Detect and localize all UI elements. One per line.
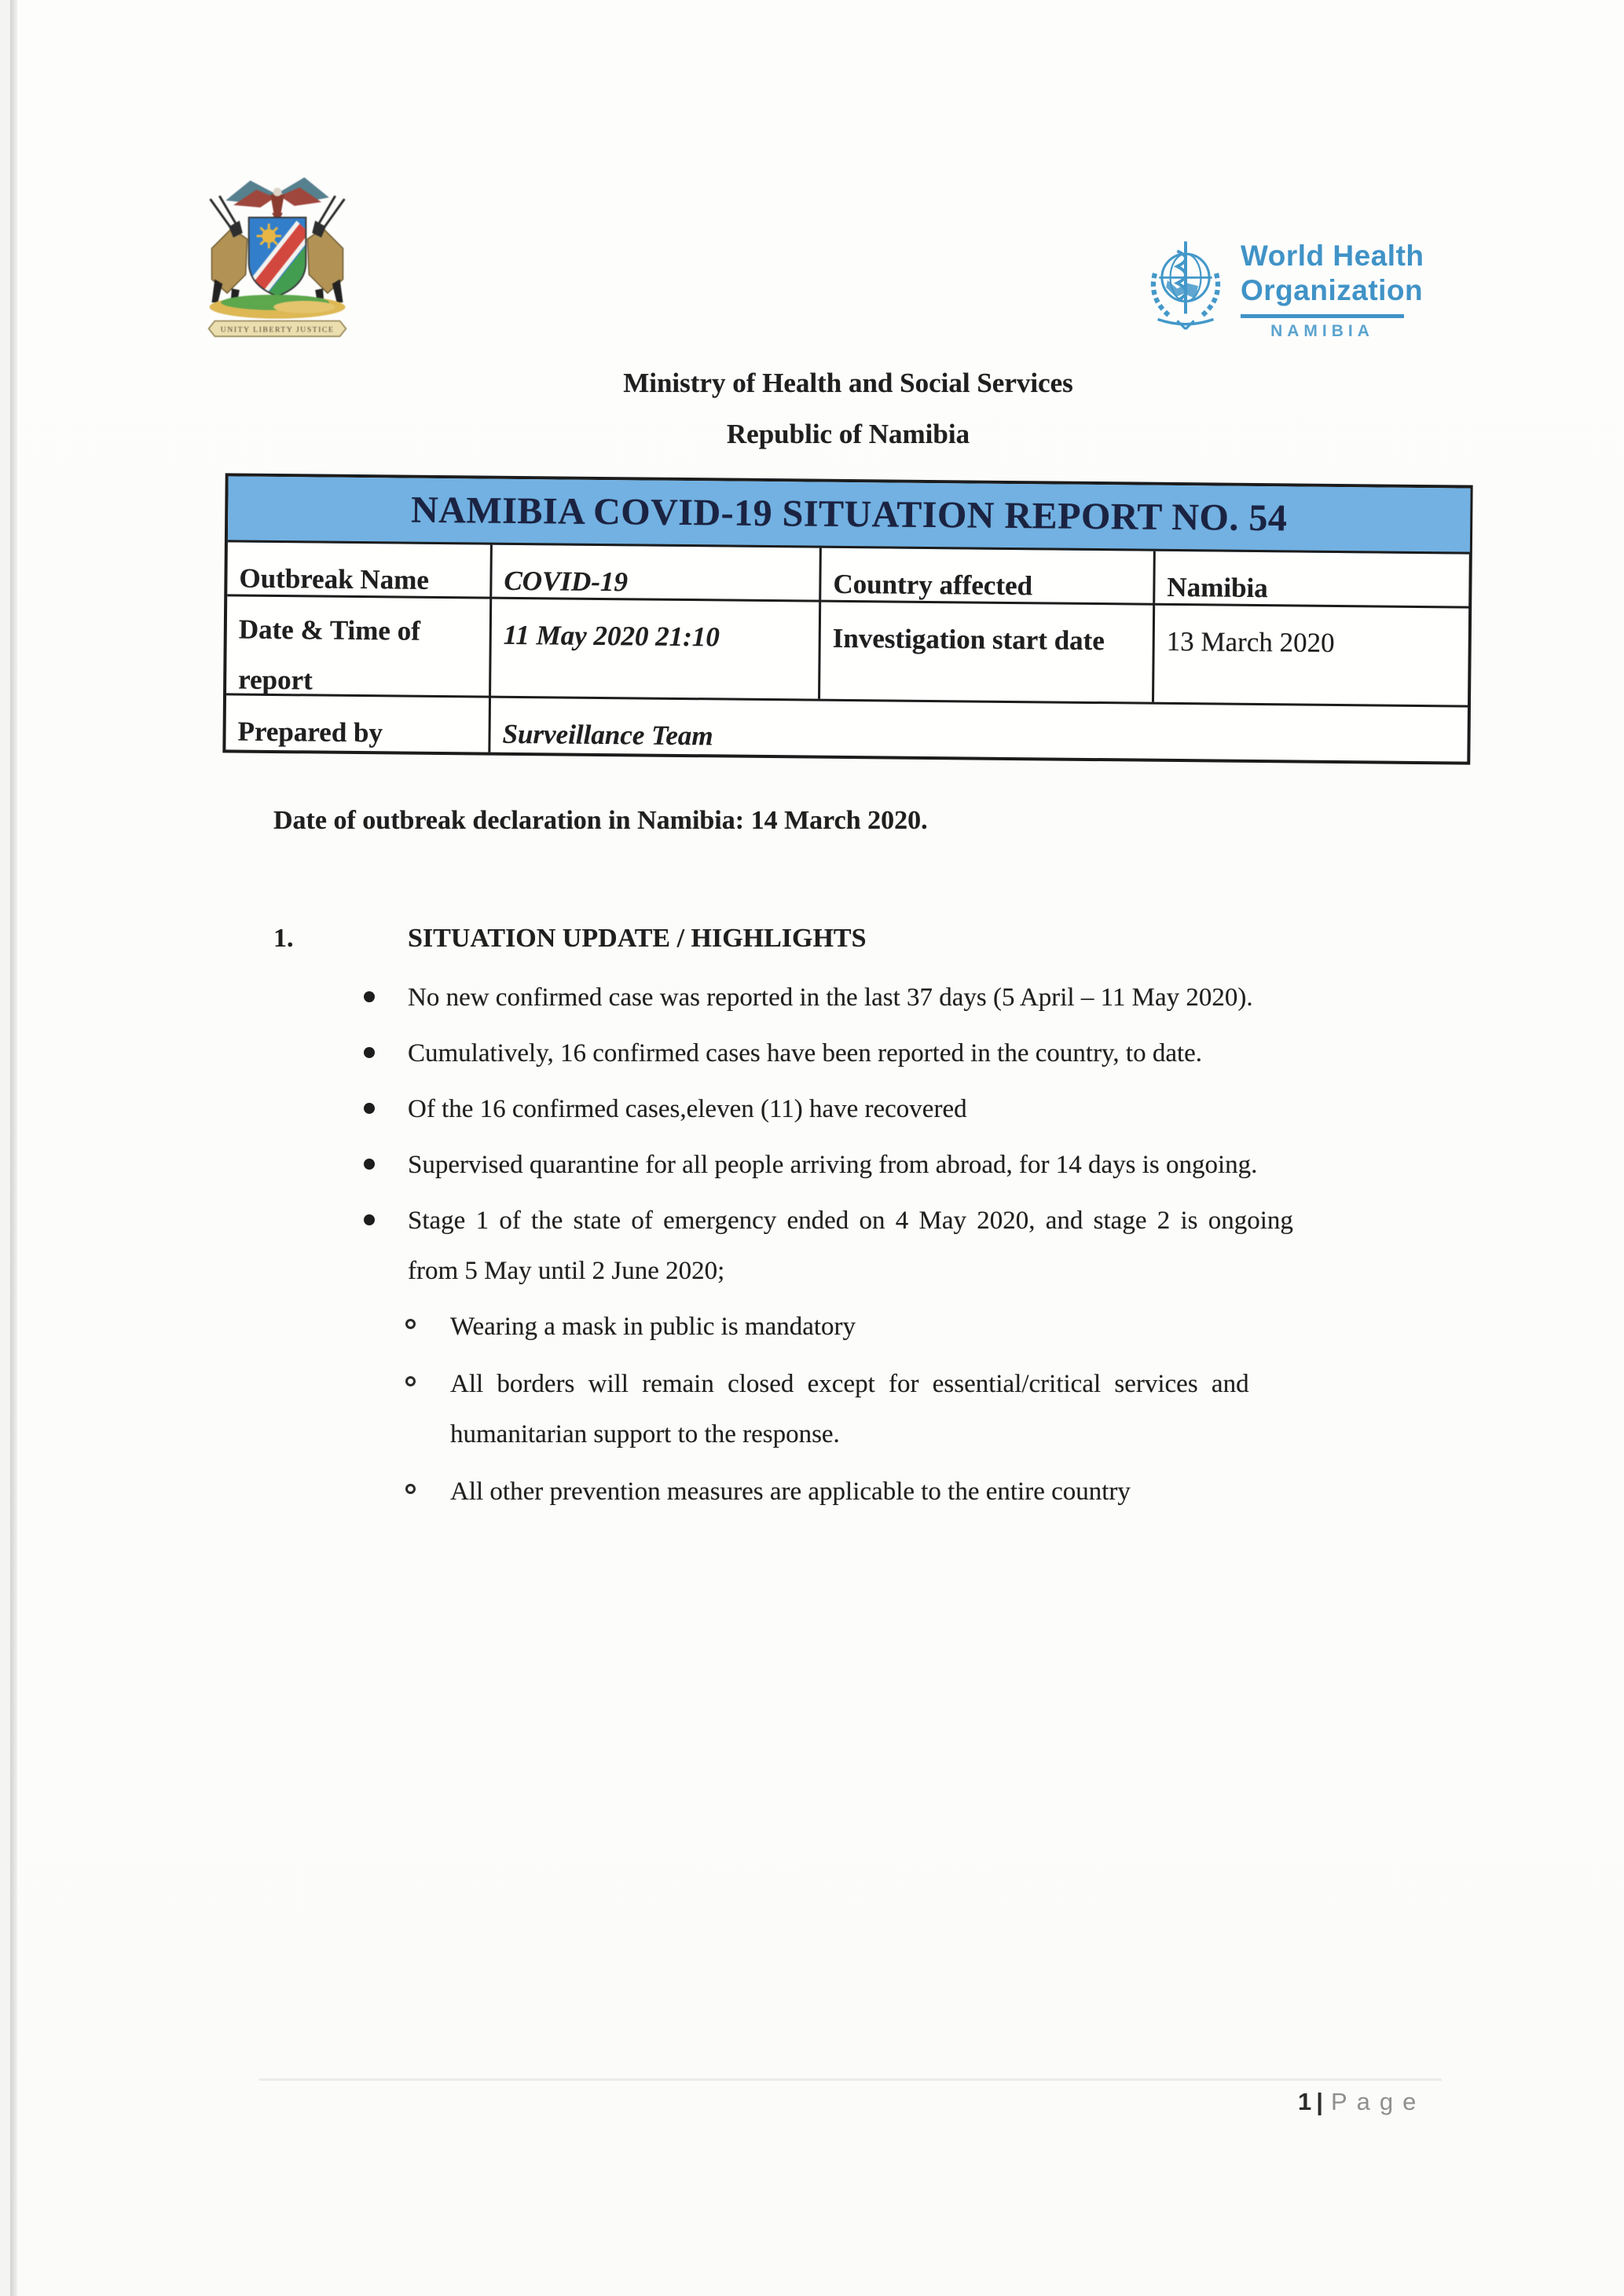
bullet-line: Stage 1 of the state of emergency ended on 4 May 2020, and stage 2 is ongoing	[408, 1207, 1293, 1235]
bullet-item: Cumulatively, 16 confirmed cases have been reported in the country, to date.	[362, 1028, 1384, 1078]
section-title: SITUATION UPDATE / HIGHLIGHTS	[408, 924, 867, 953]
who-wordmark-line2: Organization	[1241, 274, 1424, 306]
cell-country-affected-value: Namibia	[1167, 571, 1268, 604]
cell-investigation-start-value: 13 March 2020	[1154, 603, 1469, 705]
scan-edge-line	[10, 0, 17, 2296]
coat-motto-text: UNITY LIBERTY JUSTICE	[220, 325, 335, 335]
sub-bullet-item	[404, 1359, 1384, 1459]
republic-title: Republic of Namibia	[726, 419, 970, 449]
sub-bullet-item: All other prevention measures are applicable to the entire country	[404, 1467, 1384, 1517]
who-logo	[1137, 233, 1435, 366]
footer-page-word: Page	[1330, 2088, 1426, 2115]
cell-report-datetime-value: 11 May 2020 21:10	[491, 597, 821, 699]
oryx-right-icon	[307, 196, 344, 306]
base-mound-icon	[210, 295, 346, 318]
oryx-left-icon	[211, 196, 247, 306]
cell-outbreak-name-label: Outbreak Name	[227, 542, 493, 596]
highlights-lists	[362, 972, 1384, 1524]
sub-bullet-line: humanitarian support to the response.	[450, 1420, 840, 1448]
bullet-item: Of the 16 confirmed cases,eleven (11) have recovered	[362, 1084, 1384, 1134]
who-country-label: NAMIBIA	[1270, 322, 1374, 340]
section-heading	[273, 924, 1421, 954]
footer-divider-line	[259, 2078, 1442, 2081]
namibia-coat-of-arms-icon	[189, 170, 366, 344]
bullet-item: Supervised quarantine for all people arriving from abroad, for 14 days is ongoing.	[362, 1140, 1384, 1190]
outbreak-declaration-line: Date of outbreak declaration in Namibia: 14 March 2020.	[273, 806, 928, 835]
cell-country-affected-label: Country affected	[821, 548, 1156, 603]
sub-bullet-line: All borders will remain closed except for essential/critical services and	[450, 1370, 1249, 1398]
cell-report-datetime-label: Date & Time of report	[226, 594, 492, 695]
bullet-item: No new confirmed case was reported in the last 37 days (5 April – 11 May 2020).	[362, 972, 1384, 1023]
who-emblem-icon	[1137, 237, 1234, 335]
page-footer	[1298, 2088, 1425, 2116]
footer-separator: |	[1316, 2088, 1323, 2115]
cell-investigation-start-label: Investigation start date	[820, 600, 1155, 702]
sub-bullet-item: Wearing a mask in public is mandatory	[404, 1302, 1384, 1352]
who-rule	[1241, 314, 1404, 318]
highlights-sub-list	[404, 1302, 1384, 1517]
bullet-line: from 5 May until 2 June 2020;	[408, 1257, 725, 1285]
cell-outbreak-name-value: COVID-19	[492, 545, 822, 600]
flag-shield-icon	[240, 211, 313, 309]
highlights-bullet-list	[362, 972, 1384, 1296]
cell-prepared-by-value: Surveillance Team	[490, 696, 1468, 762]
motto-ribbon-icon	[209, 321, 346, 337]
bullet-item	[362, 1196, 1384, 1296]
who-wordmark-line1: World Health	[1241, 240, 1424, 272]
cell-prepared-by-label: Prepared by	[225, 693, 491, 752]
ministry-title: Ministry of Health and Social Services	[623, 368, 1073, 398]
section-number: 1.	[273, 924, 294, 953]
footer-page-number: 1	[1298, 2088, 1312, 2115]
scan-margin-artifact	[0, 0, 11, 2296]
report-table	[222, 473, 1472, 764]
report-title: NAMIBIA COVID-19 SITUATION REPORT NO. 54	[228, 476, 1471, 554]
